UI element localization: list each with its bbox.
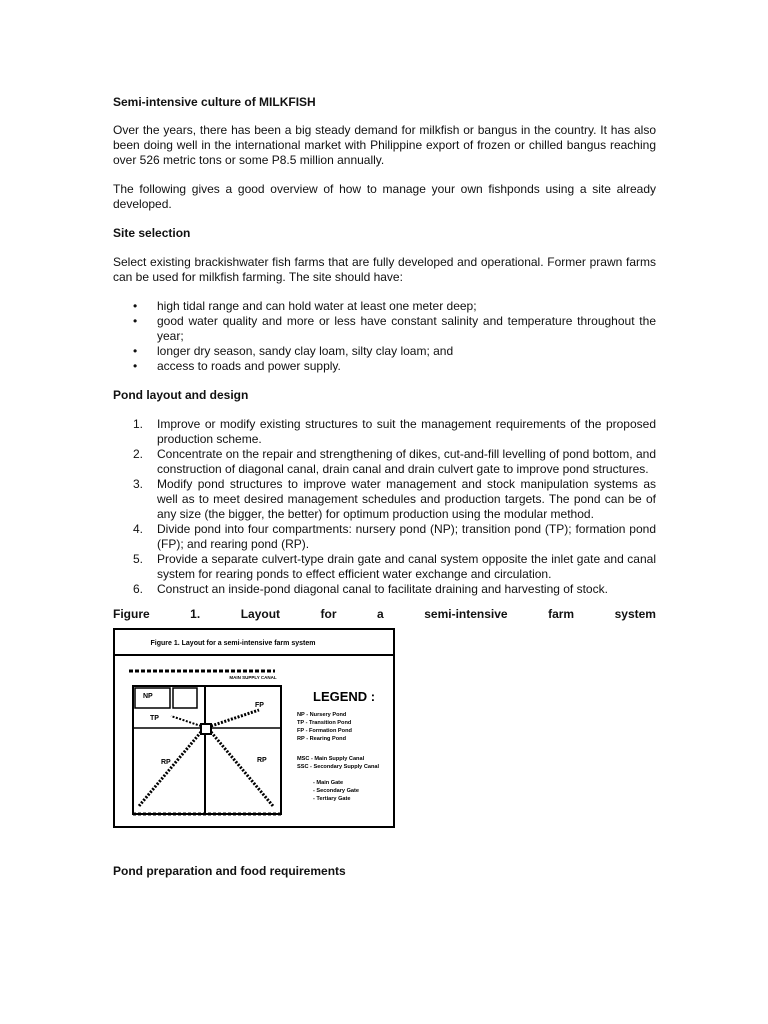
site-bullet-list: [113, 299, 656, 374]
fp-label: FP: [255, 702, 264, 709]
legend-item: TP - Transition Pond: [297, 720, 352, 726]
list-item: 3. Modify pond structures to improve water management and stock manipulation systems as well as to meet desired management schedules and production targets. The pond can be of any size (the bigger, the better) for optimum production using the modular method.: [133, 477, 656, 521]
legend-item: NP - Nursery Pond: [297, 712, 347, 718]
site-selection-text: Select existing brackishwater fish farms that are fully developed and operational. Former prawn farms can be used for milkfish farming. The site should have:: [113, 255, 656, 284]
rp-left-label: RP: [161, 759, 171, 766]
legend-title: LEGEND :: [313, 689, 376, 704]
list-item: • high tidal range and can hold water at least one meter deep;: [113, 299, 656, 314]
page-title: Semi-intensive culture of MILKFISH: [113, 95, 316, 109]
farm-layout-figure: [113, 628, 395, 828]
pond-preparation-heading: Pond preparation and food requirements: [113, 864, 346, 878]
msc-label: MAIN SUPPLY CANAL: [229, 675, 277, 680]
document-page: [113, 95, 656, 879]
list-item: 2. Concentrate on the repair and strengthening of dikes, cut-and-fill levelling of pond bottom, and construction of diagonal canal, drain canal and drain culvert gate to improve pond structures.: [133, 447, 656, 476]
intro-paragraph-2: The following gives a good overview of how to manage your own fishponds using a site already developed.: [113, 182, 656, 211]
list-item: 6. Construct an inside-pond diagonal canal to facilitate draining and harvesting of stock.: [133, 582, 608, 596]
list-item: 4. Divide pond into four compartments: nursery pond (NP); transition pond (TP); formation pond (FP); and rearing pond (RP).: [133, 522, 656, 551]
figure-caption: Figure 1. Layout for a semi-intensive farm system: [113, 607, 656, 621]
legend-item: SSC - Secondary Supply Canal: [297, 764, 380, 770]
legend-item: - Tertiary Gate: [313, 796, 351, 802]
np-label: NP: [143, 693, 153, 700]
legend-item: - Main Gate: [313, 780, 344, 786]
legend-item: RP - Rearing Pond: [297, 736, 347, 742]
legend-item: - Secondary Gate: [313, 788, 360, 794]
list-item: 5. Provide a separate culvert-type drain gate and canal system opposite the inlet gate and canal system for rearing ponds to effect efficient water exchange and circulation.: [133, 552, 656, 581]
list-item: • access to roads and power supply.: [113, 359, 656, 374]
rp-right-label: RP: [257, 757, 267, 764]
legend-item: FP - Formation Pond: [297, 728, 352, 734]
list-item: • good water quality and more or less have constant salinity and temperature throughout the year;: [113, 314, 656, 344]
site-selection-heading: Site selection: [113, 226, 191, 240]
tp-label: TP: [150, 715, 159, 722]
farm-layout-diagram: [113, 628, 395, 828]
figure-inner-title: Figure 1. Layout for a semi-intensive farm system: [150, 640, 316, 647]
list-item: 1. Improve or modify existing structures to suit the management requirements of the proposed production scheme.: [133, 417, 656, 446]
legend-item: MSC - Main Supply Canal: [297, 756, 365, 762]
list-item: • longer dry season, sandy clay loam, silty clay loam; and: [113, 344, 656, 359]
pond-steps-list: [113, 417, 656, 597]
intro-paragraph-1: Over the years, there has been a big steady demand for milkfish or bangus in the country. It has also been doing well in the international market with Philippine export of frozen or chilled bangus reaching over 526 metric tons or some P8.5 million annually.: [113, 123, 656, 167]
pond-layout-heading: Pond layout and design: [113, 388, 249, 402]
